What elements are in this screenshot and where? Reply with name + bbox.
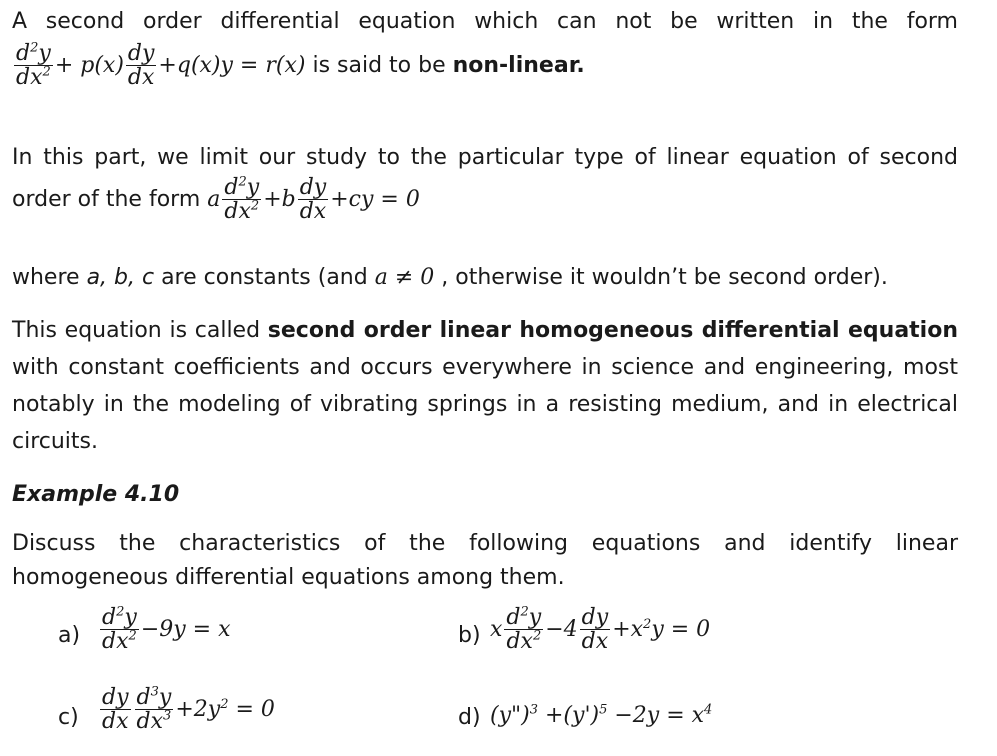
- part-line-2-text: order of the form: [12, 187, 208, 213]
- part-line-1: In this part, we limit our study to the particular type of linear equation of second: [12, 145, 958, 170]
- first-derivative-fraction: $\frac{dy}{dx}$: [127, 41, 155, 91]
- item-a-label: a): [58, 623, 81, 648]
- example-line-2: homogeneous differential equations among them.: [12, 565, 565, 590]
- called-line-3: notably in the modeling of vibrating springs in a resisting medium, and in electrical: [12, 392, 958, 417]
- d2y-dx2-fraction: $\frac{d^2y}{dx^2}$: [224, 174, 260, 225]
- called-line-2: with constant coefficients and occurs everywhere in science and engineering, most: [12, 355, 958, 380]
- called-line-1: This equation is called second order linear homogeneous differential equation: [12, 318, 958, 343]
- item-c-equation: $\frac{dy}{dx}$ $\frac{d^3y}{dx^3}$ $+2y^2 = 0$: [102, 684, 275, 735]
- example-title: Example 4.10: [12, 482, 180, 507]
- part-line-2: [12, 176, 958, 224]
- intro-line-1: A second order differential equation which can not be written in the form: [12, 9, 958, 34]
- example-line-1: Discuss the characteristics of the following equations and identify linear: [12, 531, 958, 556]
- item-b-label: b): [458, 623, 481, 648]
- intro-line-2: [12, 42, 958, 90]
- item-d-label: d): [458, 705, 481, 730]
- item-c-label: c): [58, 705, 79, 730]
- item-b-equation: x $\frac{d^2y}{dx^2}$ −4 $\frac{dy}{dx}$ $+x^2y = 0$: [490, 604, 711, 655]
- a-not-zero: a ≠ 0: [374, 265, 435, 290]
- definition-term: second order linear homogeneous differential equation: [267, 318, 958, 343]
- dy-dx-fraction: $\frac{dy}{dx}$: [299, 175, 327, 225]
- where-line: where a, b, c are constants (and a ≠ 0 , otherwise it wouldn’t be second order).: [12, 265, 888, 290]
- homogeneous-form-equation: a $\frac{d^2y}{dx^2}$ +b $\frac{dy}{dx}$ +cy = 0: [207, 174, 420, 225]
- non-linear-term: non-linear.: [452, 53, 585, 79]
- general-linear-form-equation: $\frac{d^2y}{dx^2}$ + p(x) $\frac{dy}{dx}$ +q(x)y = r(x): [16, 40, 306, 91]
- item-d-equation: (y")$^3$ $+(y')^5 -2y = x^4$: [490, 702, 713, 728]
- second-derivative-fraction: $\frac{d^2y}{dx^2}$: [16, 40, 51, 91]
- constants-abc: a, b, c: [86, 265, 155, 290]
- called-line-4: circuits.: [12, 429, 99, 454]
- item-a-equation: $\frac{d^2y}{dx^2}$ −9y = x: [102, 604, 231, 655]
- intro-said: is said to be: [312, 53, 453, 79]
